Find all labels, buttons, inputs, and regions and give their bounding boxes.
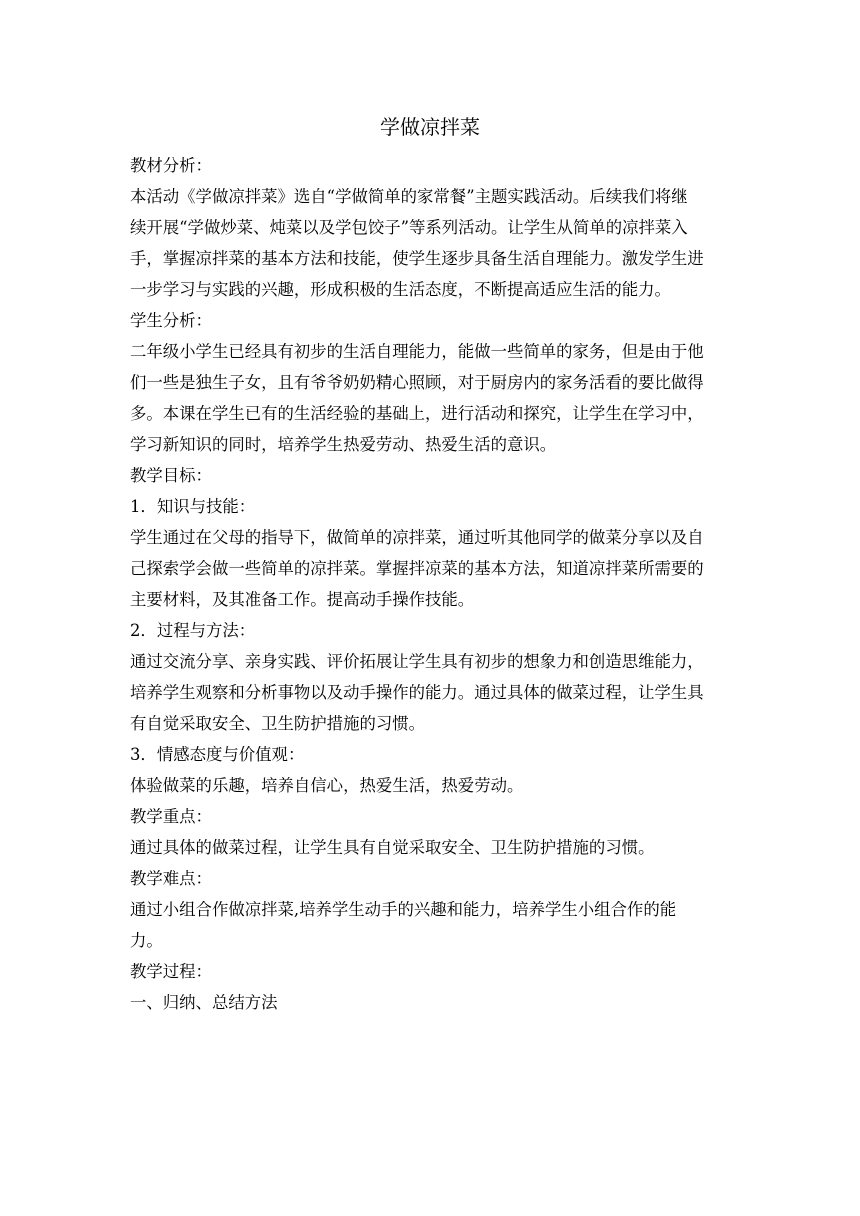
section-heading: 学生分析： — [130, 311, 212, 330]
paragraph-line: 学习新知识的同时，培养学生热爱劳动、热爱生活的意识。 — [130, 435, 557, 454]
paragraph-line: 本活动《学做凉拌菜》选自“学做简单的家常餐”主题实践活动。后续我们将继 — [130, 187, 688, 206]
paragraph-line: 二年级小学生已经具有初步的生活自理能力，能做一些简单的家务，但是由于他 — [130, 342, 704, 361]
paragraph-line: 手，掌握凉拌菜的基本方法和技能，使学生逐步具备生活自理能力。激发学生进 — [130, 249, 704, 268]
section-heading: 教材分析： — [130, 156, 212, 175]
paragraph-line: 通过具体的做菜过程，让学生具有自觉采取安全、卫生防护措施的习惯。 — [130, 838, 655, 857]
section-heading: 教学难点： — [130, 869, 212, 888]
section-heading: 教学目标： — [130, 466, 212, 485]
paragraph-line: 们一些是独生子女，且有爷爷奶奶精心照顾，对于厨房内的家务活看的要比做得 — [130, 373, 704, 392]
paragraph-line: 有自觉采取安全、卫生防护措施的习惯。 — [130, 714, 426, 733]
paragraph-line: 一步学习与实践的兴趣，形成积极的生活态度，不断提高适应生活的能力。 — [130, 280, 671, 299]
paragraph-line: 主要材料，及其准备工作。提高动手操作技能。 — [130, 590, 475, 609]
paragraph-line: 多。本课在学生已有的生活经验的基础上，进行活动和探究，让学生在学习中， — [130, 404, 704, 423]
section-heading: 教学过程： — [130, 962, 212, 981]
section-heading: 1．知识与技能： — [130, 497, 256, 516]
paragraph-line: 续开展“学做炒菜、炖菜以及学包饺子”等系列活动。让学生从简单的凉拌菜入 — [130, 218, 688, 237]
paragraph-line: 体验做菜的乐趣，培养自信心，热爱生活，热爱劳动。 — [130, 776, 524, 795]
paragraph-line: 己探索学会做一些简单的凉拌菜。掌握拌凉菜的基本方法，知道凉拌菜所需要的 — [130, 559, 704, 578]
paragraph-line: 通过小组合作做凉拌菜,培养学生动手的兴趣和能力，培养学生小组合作的能 — [130, 900, 677, 919]
paragraph-line: 学生通过在父母的指导下，做简单的凉拌菜，通过听其他同学的做菜分享以及自 — [130, 528, 704, 547]
section-heading: 教学重点： — [130, 807, 212, 826]
document-body — [130, 150, 742, 1018]
section-heading: 3．情感态度与价值观： — [130, 745, 305, 764]
paragraph-line: 力。 — [130, 931, 163, 950]
paragraph-line: 培养学生观察和分析事物以及动手操作的能力。通过具体的做菜过程，让学生具 — [130, 683, 704, 702]
document-title: 学做凉拌菜 — [380, 115, 480, 139]
section-heading: 2．过程与方法： — [130, 621, 256, 640]
paragraph-line: 通过交流分享、亲身实践、评价拓展让学生具有初步的想象力和创造思维能力， — [130, 652, 704, 671]
section-heading: 一、归纳、总结方法 — [130, 993, 278, 1012]
